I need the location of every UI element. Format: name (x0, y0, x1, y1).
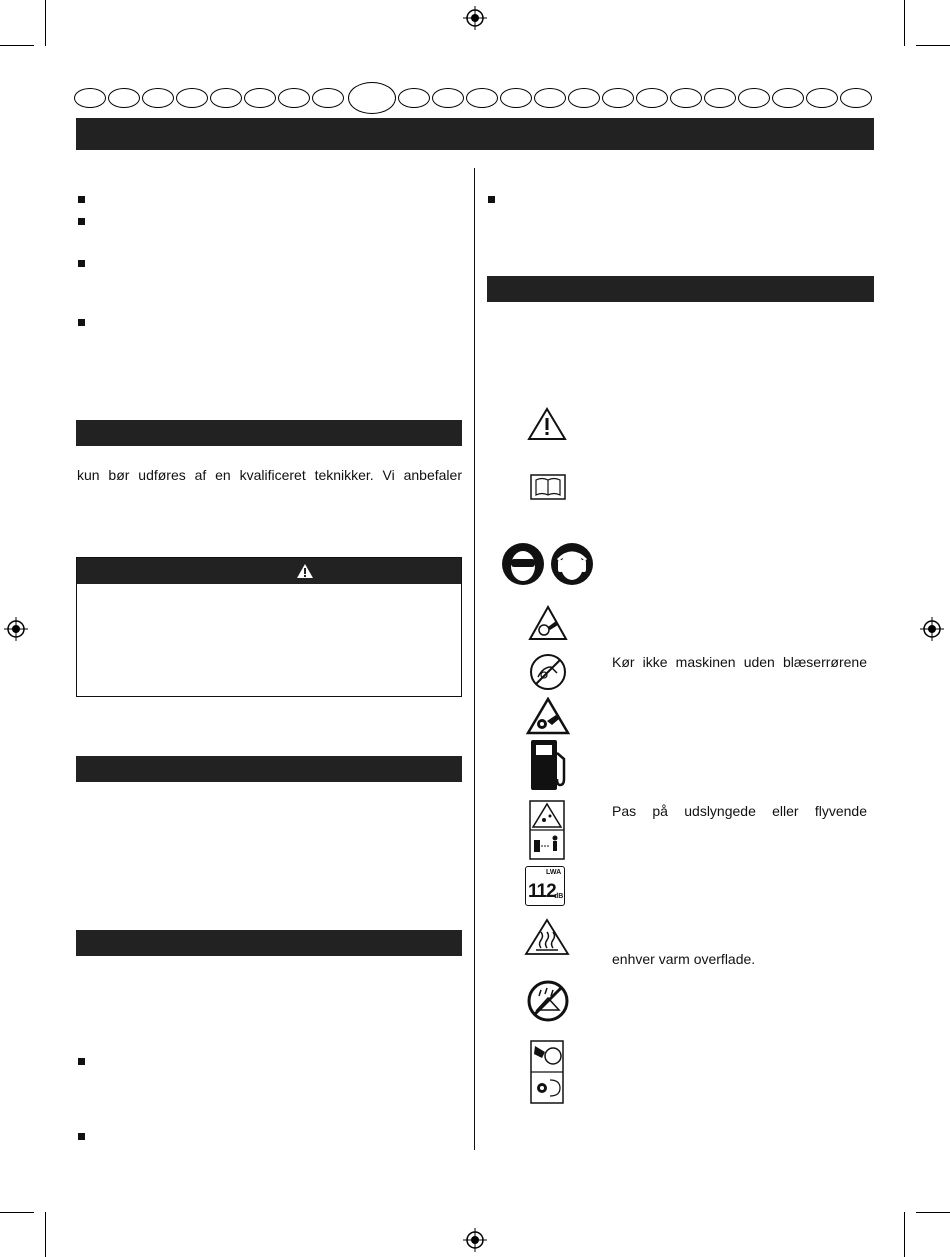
header-title-bar (76, 118, 874, 150)
language-tab[interactable] (704, 88, 736, 108)
language-tab[interactable] (108, 88, 140, 108)
language-tab[interactable] (432, 88, 464, 108)
bullet-marker (488, 196, 495, 203)
symbol-description: Pas på udslyngede eller flyvende (612, 803, 867, 819)
column-divider (474, 168, 475, 1150)
registration-mark-icon (463, 1228, 487, 1252)
crop-mark (45, 1212, 46, 1257)
flying-objects-distance-icon (529, 800, 565, 860)
bullet-marker (78, 196, 85, 203)
warning-triangle-icon (296, 563, 314, 579)
warning-triangle-icon (527, 407, 567, 441)
sound-unit: dB (554, 893, 564, 900)
language-tab[interactable] (398, 88, 430, 108)
language-tab[interactable] (602, 88, 634, 108)
bullet-marker (78, 319, 85, 326)
language-tab[interactable] (568, 88, 600, 108)
language-tab[interactable] (244, 88, 276, 108)
sound-power-icon (525, 866, 565, 906)
language-tab[interactable] (534, 88, 566, 108)
eye-ear-protection-icon (502, 542, 594, 586)
language-tab[interactable] (312, 88, 344, 108)
blower-vacuum-mode-icon (530, 1040, 564, 1104)
sound-label: LWA (546, 869, 562, 876)
section-heading-bar (76, 756, 462, 782)
fuel-pump-icon (530, 739, 570, 791)
crop-mark (0, 45, 34, 46)
section-heading-bar (487, 276, 874, 302)
section-body-text: kun bør udføres af en kvalificeret teknikker. Vi anbefaler (77, 467, 462, 483)
bullet-marker (78, 260, 85, 267)
symbol-description: Kør ikke maskinen uden blæserrørene (612, 654, 867, 670)
rotating-fan-warning-icon (528, 605, 568, 641)
hot-surface-icon (524, 918, 570, 956)
language-tabs (74, 84, 874, 112)
section-heading-bar (76, 420, 462, 446)
language-tab[interactable] (806, 88, 838, 108)
language-tab[interactable] (74, 88, 106, 108)
language-tab[interactable] (142, 88, 174, 108)
language-tab[interactable] (466, 88, 498, 108)
hand-fan-hazard-icon (526, 697, 570, 735)
registration-mark-icon (920, 617, 944, 641)
warning-header (77, 558, 461, 584)
bullet-marker (78, 218, 85, 225)
crop-mark (904, 1212, 905, 1257)
bullet-marker (78, 1058, 85, 1065)
language-tab[interactable] (670, 88, 702, 108)
language-tab[interactable] (176, 88, 208, 108)
crop-mark (904, 0, 905, 46)
warning-box (76, 557, 462, 697)
read-manual-icon (530, 474, 566, 500)
crop-mark (916, 45, 950, 46)
language-tab[interactable] (500, 88, 532, 108)
language-tab[interactable] (278, 88, 310, 108)
crop-mark (916, 1212, 950, 1213)
crop-mark (0, 1212, 34, 1213)
bullet-marker (78, 1133, 85, 1140)
language-tab[interactable] (636, 88, 668, 108)
language-tab[interactable] (772, 88, 804, 108)
section-heading-bar (76, 930, 462, 956)
sound-value: 112 (528, 881, 556, 902)
language-tab[interactable] (210, 88, 242, 108)
crop-mark (45, 0, 46, 46)
language-tab[interactable] (840, 88, 872, 108)
no-operation-without-tubes-icon (529, 653, 567, 691)
registration-mark-icon (4, 617, 28, 641)
symbol-description: enhver varm overflade. (612, 951, 756, 967)
no-rain-icon (527, 980, 569, 1022)
registration-mark-icon (463, 6, 487, 30)
language-tab[interactable] (738, 88, 770, 108)
language-tab-active[interactable] (348, 82, 396, 114)
